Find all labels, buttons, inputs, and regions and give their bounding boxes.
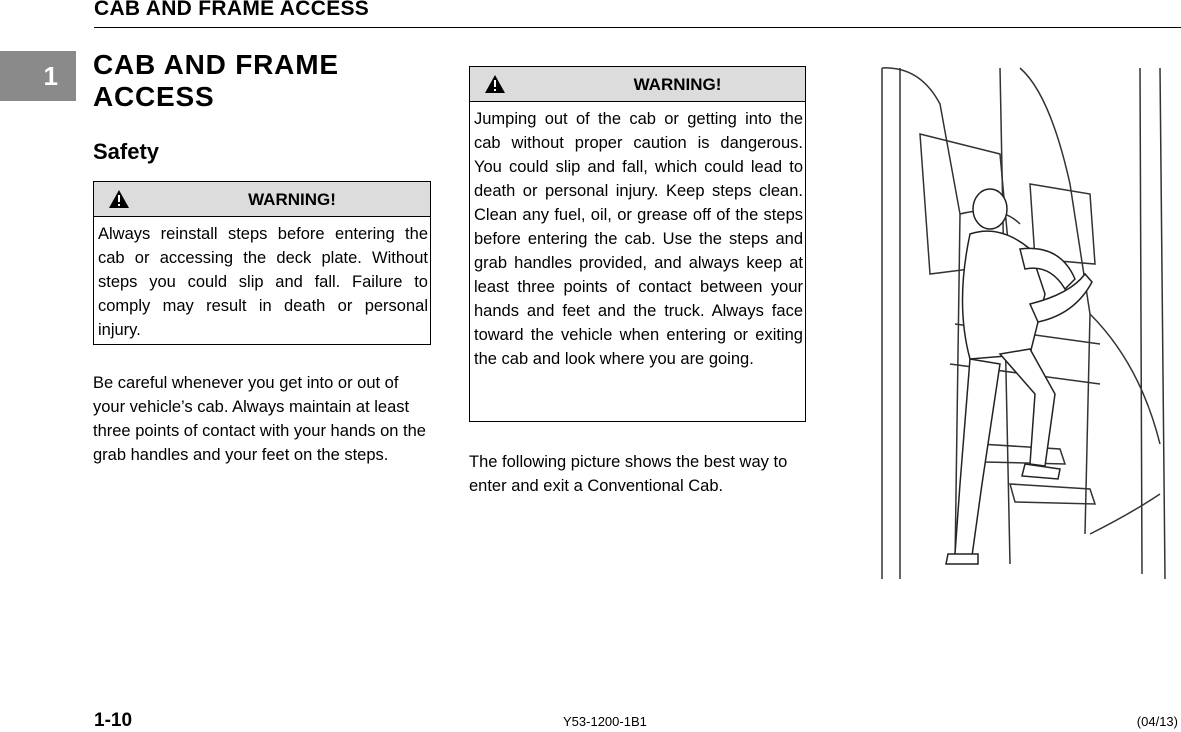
body-paragraph-safety: Be careful whenever you get into or out of your vehicle’s cab. Always maintain at least three points of contact with your hands on the grab handles and your feet on the steps. [93, 374, 426, 464]
warning-triangle-icon [484, 74, 506, 94]
warning-text: Always reinstall steps before entering the cab or accessing the deck plate. Without steps you could slip and fall. Failure to comply may result in death or personal injury. [98, 225, 428, 339]
warning-label: WARNING! [633, 75, 722, 94]
running-header-title: CAB AND FRAME ACCESS [94, 0, 370, 20]
section-title: CAB AND FRAME ACCESS [93, 49, 339, 112]
warning-box-steps [93, 181, 431, 345]
page-number: 1-10 [94, 710, 133, 731]
subheading-safety: Safety [93, 139, 160, 164]
warning-triangle-icon [108, 189, 130, 209]
person-entering-cab-illustration [860, 64, 1170, 584]
warning-box-jumping [469, 66, 806, 422]
body-paragraph-picture-intro: The following picture shows the best way to enter and exit a Conventional Cab. [469, 453, 788, 495]
warning-header [470, 67, 805, 102]
warning-label: WARNING! [248, 190, 336, 209]
chapter-number: 1 [43, 61, 58, 91]
warning-header [94, 182, 430, 217]
revision-date: (04/13) [1136, 714, 1178, 729]
warning-text: Jumping out of the cab or getting into the cab without proper caution is dangerous. You could slip and fall, which could lead to death or personal injury. Keep steps clean. Clean any fuel, oil, or grease off of the steps before entering the cab. Use the steps and grab handles provided, and always keep at least three points of contact between your hands and feet and the truck. Always face toward the vehicle when entering or exiting the cab and look where you are going. [474, 110, 803, 368]
header-rule [94, 27, 1181, 28]
chapter-tab [0, 51, 76, 101]
document-code: Y53-1200-1B1 [563, 714, 647, 729]
